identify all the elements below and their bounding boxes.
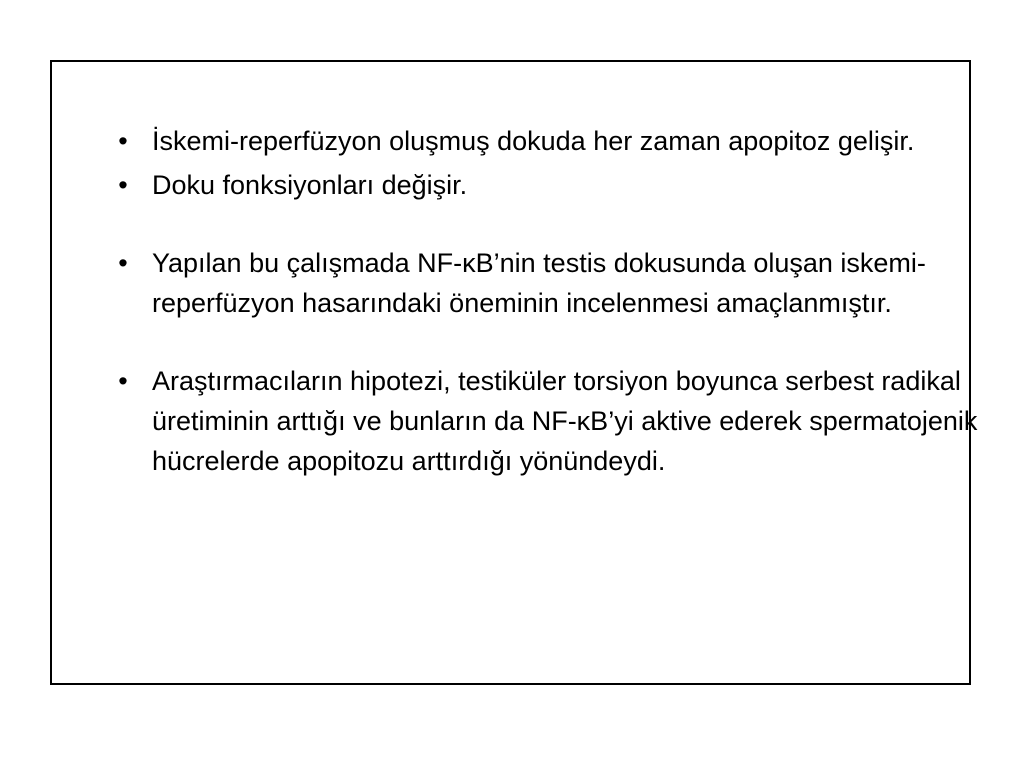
bullet-item bbox=[108, 165, 978, 205]
bullet-list bbox=[108, 121, 978, 481]
bullet-item bbox=[108, 121, 978, 161]
bullet-icon: • bbox=[118, 126, 128, 156]
bullet-text: Doku fonksiyonları değişir. bbox=[152, 170, 468, 200]
bullet-text: Yapılan bu çalışmada NF-κB’nin testis dokusunda oluşan iskemi-reperfüzyon hasarındaki öneminin incelenmesi amaçlanmıştır. bbox=[152, 248, 926, 318]
bullet-text: Araştırmacıların hipotezi, testiküler torsiyon boyunca serbest radikal üretiminin arttığı ve bunların da NF-κB’yi aktive ederek spermatojenik hücrelerde apopitozu arttırdığı yönündeydi. bbox=[152, 366, 978, 476]
bullet-icon: • bbox=[118, 248, 128, 278]
bullet-item bbox=[108, 243, 978, 323]
bullet-text: İskemi-reperfüzyon oluşmuş dokuda her zaman apopitoz gelişir. bbox=[152, 126, 915, 156]
bullet-icon: • bbox=[118, 366, 128, 396]
slide-frame bbox=[50, 60, 978, 685]
bullet-item bbox=[108, 361, 978, 481]
bullet-icon: • bbox=[118, 170, 128, 200]
